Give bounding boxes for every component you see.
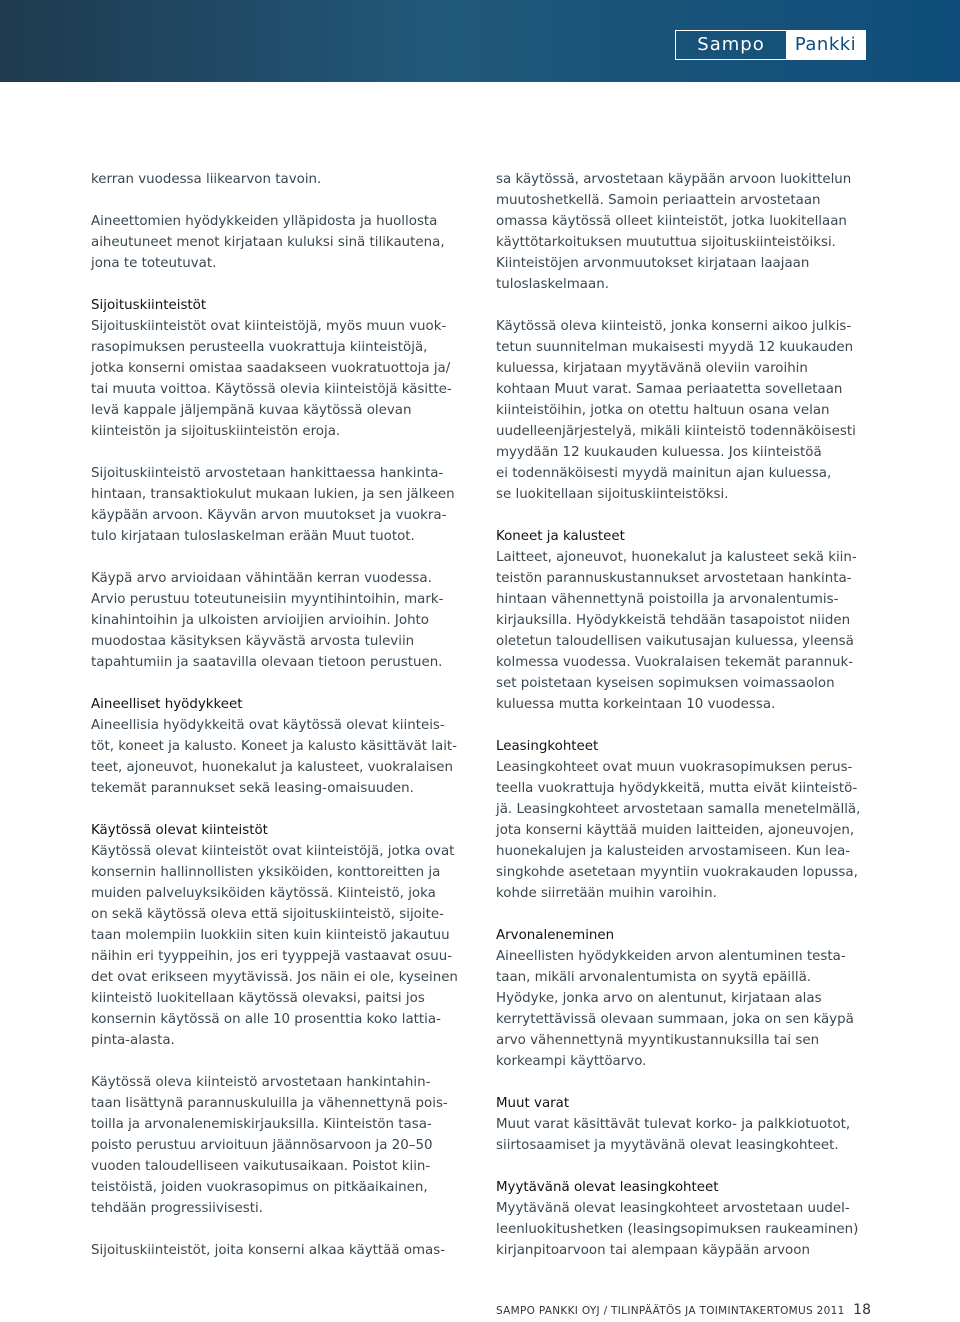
paragraph [496,316,881,505]
paragraph-text: Sijoituskiinteistöt ovat kiinteistöjä, myös muun vuok- rasopimuksen perusteella vuokrattuja kiinteistöjä, jotka konserni omistaa saadakseen vuokratuottoja ja/ tai muuta voittoa. Käytössä olevia kiinteistöjä käsitte- levä kappale jäljempänä kuvaa käytössä olevan kiinteistön ja sijoituskiinteistön eroja. [91,319,452,439]
header-banner [0,0,960,82]
paragraph [91,1072,476,1219]
paragraph-text: sa käytössä, arvostetaan käypään arvoon luokittelun muutoshetkellä. Samoin periaattein arvostetaan omassa käytössä olleet kiinteistöt, jotka luokitellaan käyttötarkoituksen muututtua sijoituskiinteistöiksi. Kiinteistöjen arvonmuutokset kirjataan laajaan tuloslaskelmaan. [496,172,852,292]
paragraph-text: Sijoituskiinteistö arvostetaan hankittaessa hankinta- hintaan, transaktiokulut mukaan lukien, ja sen jälkeen käypään arvoon. Käyvän arvon muutokset ja vuokra- tulo kirjataan tuloslaskelman erään Muut tuotot. [91,466,455,544]
paragraph-text: Käytössä oleva kiinteistö arvostetaan hankintahin- taan lisättynä parannuskuluilla ja vähennettynä pois- toilla ja arvonalenemiskirjauksilla. Kiinteistön tasa- poisto perustuu arvioituun jäännösarvoon ja 20–50 vuoden taloudelliseen vaikutusaikaan. Poistot kiin- teistöistä, joiden vuokrasopimus on pitkäaikainen, tehdään progressiivisesti. [91,1075,448,1216]
paragraph [91,211,476,274]
section-heading: Koneet ja kalusteet [496,529,625,544]
paragraph-text: Käytössä olevat kiinteistöt ovat kiinteistöjä, jotka ovat konsernin hallinnollisten yksiköiden, konttoreitten ja muiden palveluyksiköiden käytössä. Kiinteistö, joka on sekä käytössä oleva että sijoituskiinteistö, sijoite- taan molempiin luokkiin siten kuin kiinteistö jakautuu näihin eri tyyppeihin, jos eri tyyppejä vastaavat osuu- det ovat erikseen myytävissä. Jos näin ei ole, kyseinen kiinteistö luokitellaan käytössä olevaksi, paitsi jos konsernin käytössä on alle 10 prosenttia koko lattia- pinta-alasta. [91,844,458,1048]
paragraph-text: Myytävänä olevat leasingkohteet arvostetaan uudel- leenluokitushetken (leasingsopimuksen raukeaminen) kirjanpitoarvoon tai alempaan käypään arvoon [496,1201,859,1258]
paragraph-text: Leasingkohteet ovat muun vuokrasopimuksen perus- teella vuokrattuja hyödykkeitä, mutta eivät kiinteistö- jä. Leasingkohteet arvostetaan samalla menetelmällä, jota konserni käyttää muiden laitteiden, ajoneuvojen, huonekalujen ja kalusteiden arvostamiseen. Kun lea- singkohde asetetaan myyntiin vuokrakauden lopussa, kohde siirretään muihin varoihin. [496,760,861,901]
page-number: 18 [853,1302,871,1318]
section-heading: Arvonaleneminen [496,928,615,943]
page-footer [496,1302,871,1322]
paragraph [496,169,881,295]
paragraph [496,736,881,904]
footer-publication-title: SAMPO PANKKI OYJ / TILINPÄÄTÖS JA TOIMINTAKERTOMUS 2011 [496,1305,845,1317]
paragraph [91,169,476,190]
paragraph-text: Aineellisten hyödykkeiden arvon alentuminen testa- taan, mikäli arvonalentumista on syytä epäillä. Hyödyke, jonka arvo on alentunut, kirjataan alas kerrytettävissä olevaan summaan, joka on sen käypä arvo vähennettynä myyntikustannuksilla tai sen korkeampi käyttöarvo. [496,949,854,1069]
logo-pankki-text: Pankki [786,31,865,59]
section-heading: Myytävänä olevat leasingkohteet [496,1180,719,1195]
paragraph [496,925,881,1072]
left-text-column [91,169,476,1282]
paragraph-text: Laitteet, ajoneuvot, huonekalut ja kalusteet sekä kiin- teistön parannuskustannukset arvostetaan hankinta- hintaan vähennettynä poistoilla ja arvonalentumis- kirjauksilla. Hyödykkeistä tehdään tasapoistot niiden oletetun taloudellisen vaikutusajan kuluessa, yleensä kolmessa vuodessa. Vuokralaisen tekemät parannuk- set poistetaan kyseisen sopimuksen voimassaolon kuluessa mutta korkeintaan 10 vuodessa. [496,550,857,712]
paragraph [496,526,881,715]
paragraph [91,295,476,442]
paragraph [91,820,476,1051]
paragraph [91,463,476,547]
section-heading: Käytössä olevat kiinteistöt [91,823,268,838]
paragraph-text: Aineellisia hyödykkeitä ovat käytössä olevat kiinteis- töt, koneet ja kalusto. Koneet ja kalusto käsittävät lait- teet, ajoneuvot, huonekalut ja kalusteet, vuokralaisen tekemät parannukset sekä leasing-omaisuuden. [91,718,458,796]
logo-sampo-text: Sampo [697,34,765,55]
right-text-column [496,169,881,1282]
paragraph-text: Muut varat käsittävät tulevat korko- ja palkkiotuotot, siirtosaamiset ja myytävänä olevat leasingkohteet. [496,1117,851,1153]
section-heading: Leasingkohteet [496,739,599,754]
paragraph-text: Sijoituskiinteistöt, joita konserni alkaa käyttää omas- [91,1243,446,1258]
paragraph-text: kerran vuodessa liikearvon tavoin. [91,172,322,187]
paragraph [91,568,476,673]
paragraph [496,1177,881,1261]
paragraph [91,1240,476,1261]
paragraph-text: Aineettomien hyödykkeiden ylläpidosta ja huollosta aiheutuneet menot kirjataan kuluksi sinä tilikautena, jona te toteutuvat. [91,214,445,271]
section-heading: Muut varat [496,1096,570,1111]
paragraph [91,694,476,799]
section-heading: Aineelliset hyödykkeet [91,697,243,712]
section-heading: Sijoituskiinteistöt [91,298,207,313]
paragraph-text: Käypä arvo arvioidaan vähintään kerran vuodessa. Arvio perustuu toteutuneisiin myyntihintoihin, mark- kinahintoihin ja ulkoisten arvioijien arvioihin. Johto muodostaa käsityksen käyvästä arvosta tuleviin tapahtumiin ja saatavilla olevaan tietoon perustuen. [91,571,444,670]
paragraph-text: Käytössä oleva kiinteistö, jonka konserni aikoo julkis- tetun suunnitelman mukaisesti myydä 12 kuukauden kuluessa, kirjataan myytävänä oleviin varoihin kohtaan Muut varat. Samaa periaatetta sovelletaan kiinteistöihin, jotka on otettu haltuun osana velan uudelleenjärjestelyä, mikäli kiinteistö todennäköisesti myydään 12 kuukauden kuluessa. Jos kiinteistöä ei todennäköisesti myydä mainitun ajan kuluessa, se luokitellaan sijoituskiinteistöksi. [496,319,856,502]
paragraph [496,1093,881,1156]
sampo-pankki-logo [675,30,866,60]
